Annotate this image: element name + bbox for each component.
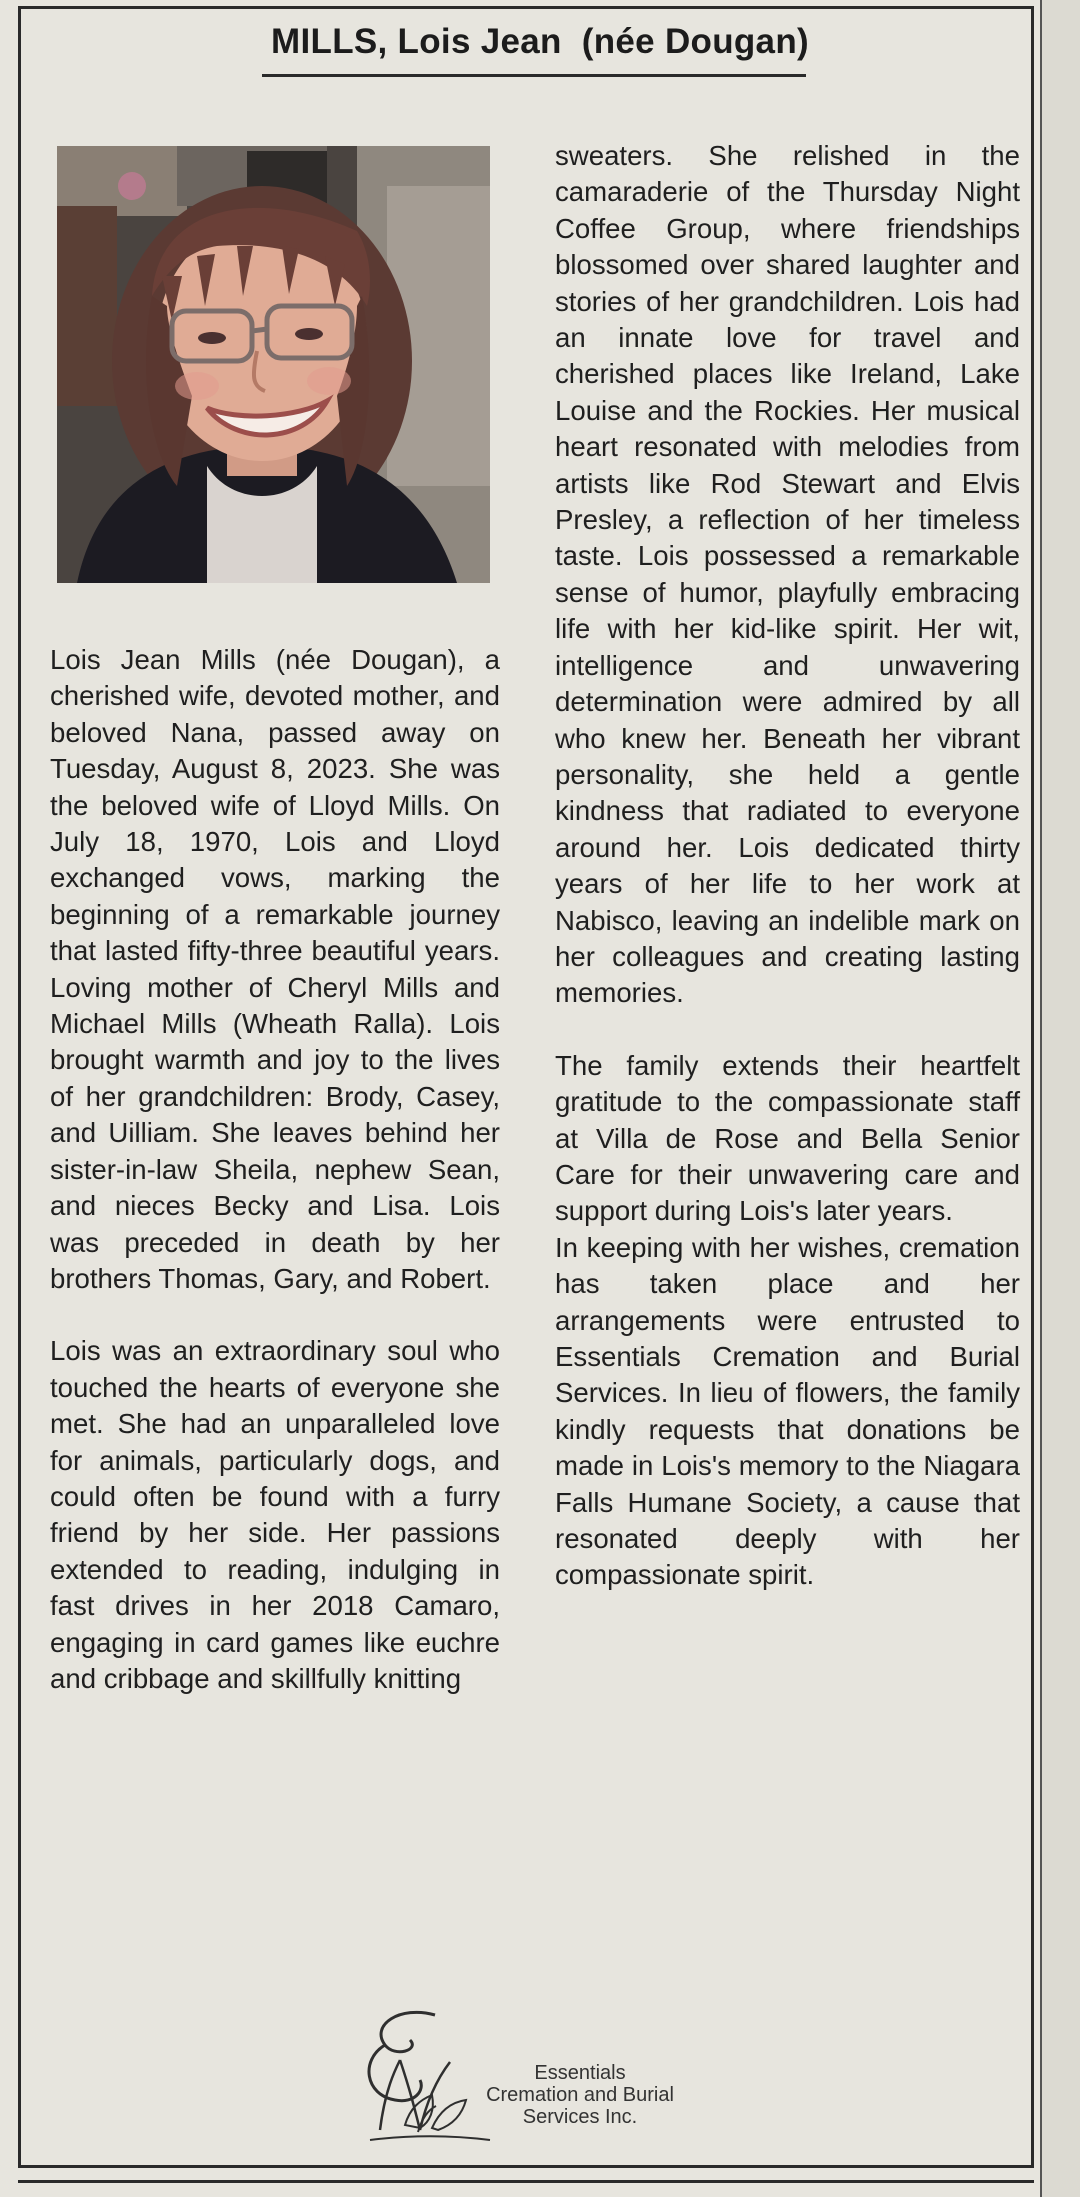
adjacent-column-bleed [1040, 0, 1080, 2197]
logo-line-3: Services Inc. [522, 2106, 638, 2128]
bottom-rule [18, 2180, 1034, 2183]
obituary-paragraph: Lois was an extraordinary soul who touched the hearts of everyone she met. She had an unparalleled love for animals, particularly dogs, and could often be found with a furry friend by her side. Her passions extended to reading, indulging in fast drives in her 2018 Camaro, engaging in card games like euchre and cribbage and skillfully knitting [50, 1335, 500, 1694]
obituary-right-column [555, 138, 1020, 1594]
obituary-paragraph: In keeping with her wishes, cremation has taken place and her arrangements were entrusted to Essentials Cremation and Burial Services. In lieu of flowers, the family kindly requests that donations be made in Lois's memory to the Niagara Falls Humane Society, a cause that resonated deeply with her compassionate spirit. [555, 1231, 1020, 1591]
obituary-headline: MILLS, Lois Jean (née Dougan) [271, 22, 809, 61]
portrait-illustration [57, 146, 490, 583]
obituary-left-column [50, 642, 500, 1697]
obituary-paragraph: Lois Jean Mills (née Dougan), a cherished wife, devoted mother, and beloved Nana, passed away on Tuesday, August 8, 2023. She was the beloved wife of Lloyd Mills. On July 18, 1970, Lois and Lloyd exchanged vows, marking the beginning of a remarkable journey that lasted fifty-three beautiful years. Loving mother of Cheryl Mills and Michael Mills (Wheath Ralla). Lois brought warmth and joy to the lives of her grandchildren: Brody, Casey, and Uilliam. She leaves behind her sister-in-law Sheila, nephew Sean, and nieces Becky and Lisa. Lois was preceded in death by her brothers Thomas, Gary, and Robert. [50, 644, 500, 1294]
lotus-monogram-icon [340, 2000, 500, 2150]
portrait-photo [57, 146, 490, 583]
logo-line-2: Cremation and Burial [486, 2084, 674, 2106]
logo-line-1: Essentials [534, 2062, 626, 2084]
obituary-paragraph: sweaters. She relished in the camaraderie of the Thursday Night Coffee Group, where friendships blossomed over shared laughter and stories of her grandchildren. Lois had an innate love for travel and cherished places like Ireland, Lake Louise and the Rockies. Her musical heart resonated with melodies from artists like Rod Stewart and Elvis Presley, a reflection of her timeless taste. Lois possessed a remarkable sense of humor, playfully embracing life with her kid-like spirit. Her wit, intelligence and unwavering determination were admired by all who knew her. Beneath her vibrant personality, she held a gentle kindness that radiated to everyone around her. Lois dedicated thirty years of her life to her work at Nabisco, leaving an indelible mark on her colleagues and creating lasting memories. [555, 140, 1020, 1009]
obituary-paragraph: The family extends their heartfelt gratitude to the compassionate staff at Villa de Rose and Bella Senior Care for their unwavering care and support during Lois's later years. [555, 1049, 1020, 1227]
headline-underline [262, 74, 806, 77]
funeral-home-logo [340, 2000, 740, 2150]
